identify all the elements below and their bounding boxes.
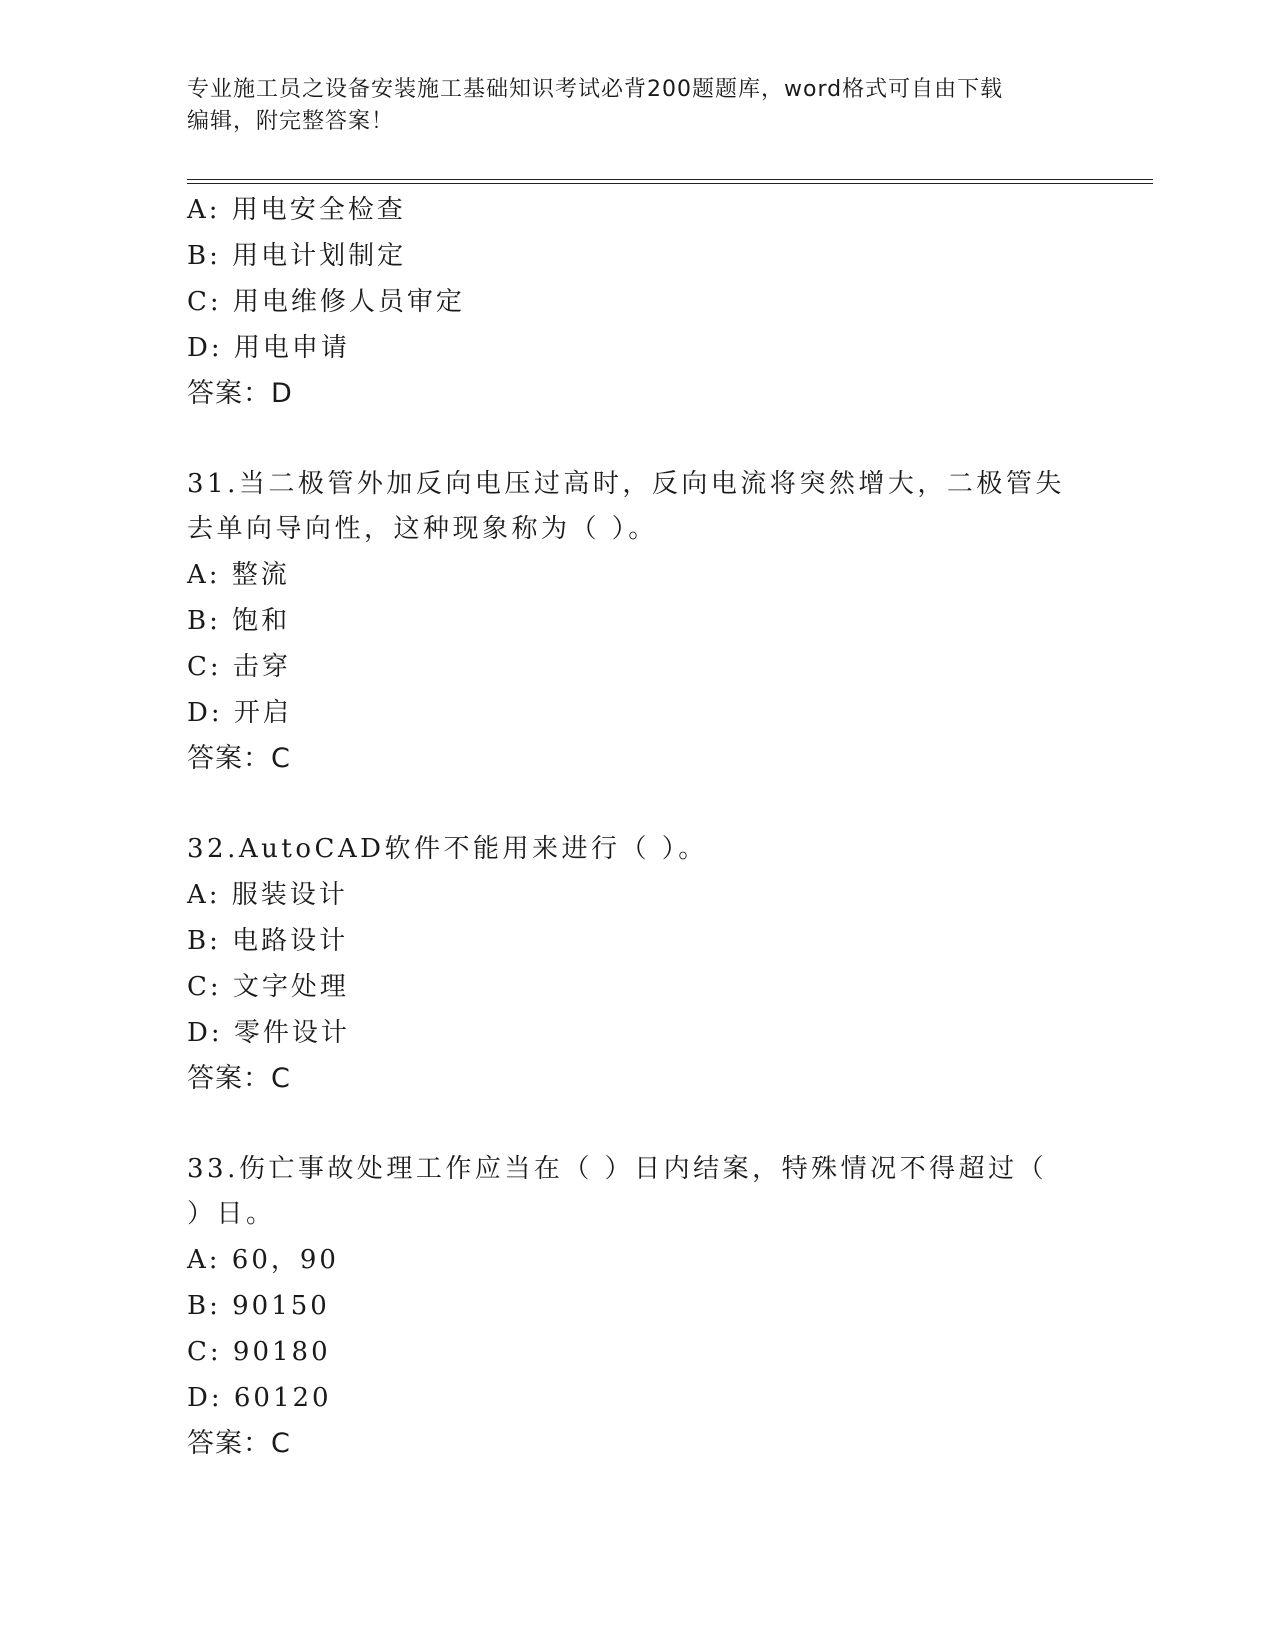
- question-text: 32.AutoCAD软件不能用来进行（ ）。: [187, 834, 708, 864]
- answer-line: 答案：C: [187, 1063, 291, 1094]
- option-b: B: 用电计划制定: [187, 241, 407, 271]
- question-block-31: [187, 462, 1087, 782]
- question-text: 31.当二极管外加反向电压过高时，反向电流将突然增大，二极管失去单向导向性，这种现象称为（ ）。: [187, 469, 1065, 544]
- option-a: A: 服装设计: [187, 880, 348, 910]
- header-rule-top: [187, 179, 1153, 180]
- header-rule-bottom: [187, 183, 1153, 184]
- option-a: A: 整流: [187, 560, 290, 590]
- option-d: D: 零件设计: [187, 1018, 350, 1048]
- question-block-32: [187, 827, 1087, 1102]
- option-d: D: 60120: [187, 1383, 332, 1413]
- question-block-33: [187, 1147, 1087, 1467]
- answer-line: 答案：C: [187, 743, 291, 774]
- option-b: B: 电路设计: [187, 926, 349, 956]
- option-c: C: 用电维修人员审定: [187, 287, 465, 317]
- prev-question-block: [187, 187, 1087, 417]
- option-d: D: 开启: [187, 698, 292, 728]
- question-text: 33.伤亡事故处理工作应当在（ ）日内结案，特殊情况不得超过（ ）日。: [187, 1154, 1048, 1229]
- document-header: 专业施工员之设备安装施工基础知识考试必背200题题库，word格式可自由下载 编辑，附完整答案！: [187, 77, 1004, 134]
- option-c: C: 90180: [187, 1337, 331, 1367]
- option-a: A: 用电安全检查: [187, 195, 406, 225]
- option-b: B: 饱和: [187, 606, 291, 636]
- option-a: A: 60，90: [187, 1245, 339, 1275]
- answer-line: 答案：C: [187, 1428, 291, 1459]
- option-d: D: 用电申请: [187, 333, 350, 363]
- option-c: C: 文字处理: [187, 972, 349, 1002]
- answer-line: 答案：D: [187, 378, 293, 409]
- option-b: B: 90150: [187, 1291, 330, 1321]
- question-content: [187, 187, 1087, 1467]
- option-c: C: 击穿: [187, 652, 291, 682]
